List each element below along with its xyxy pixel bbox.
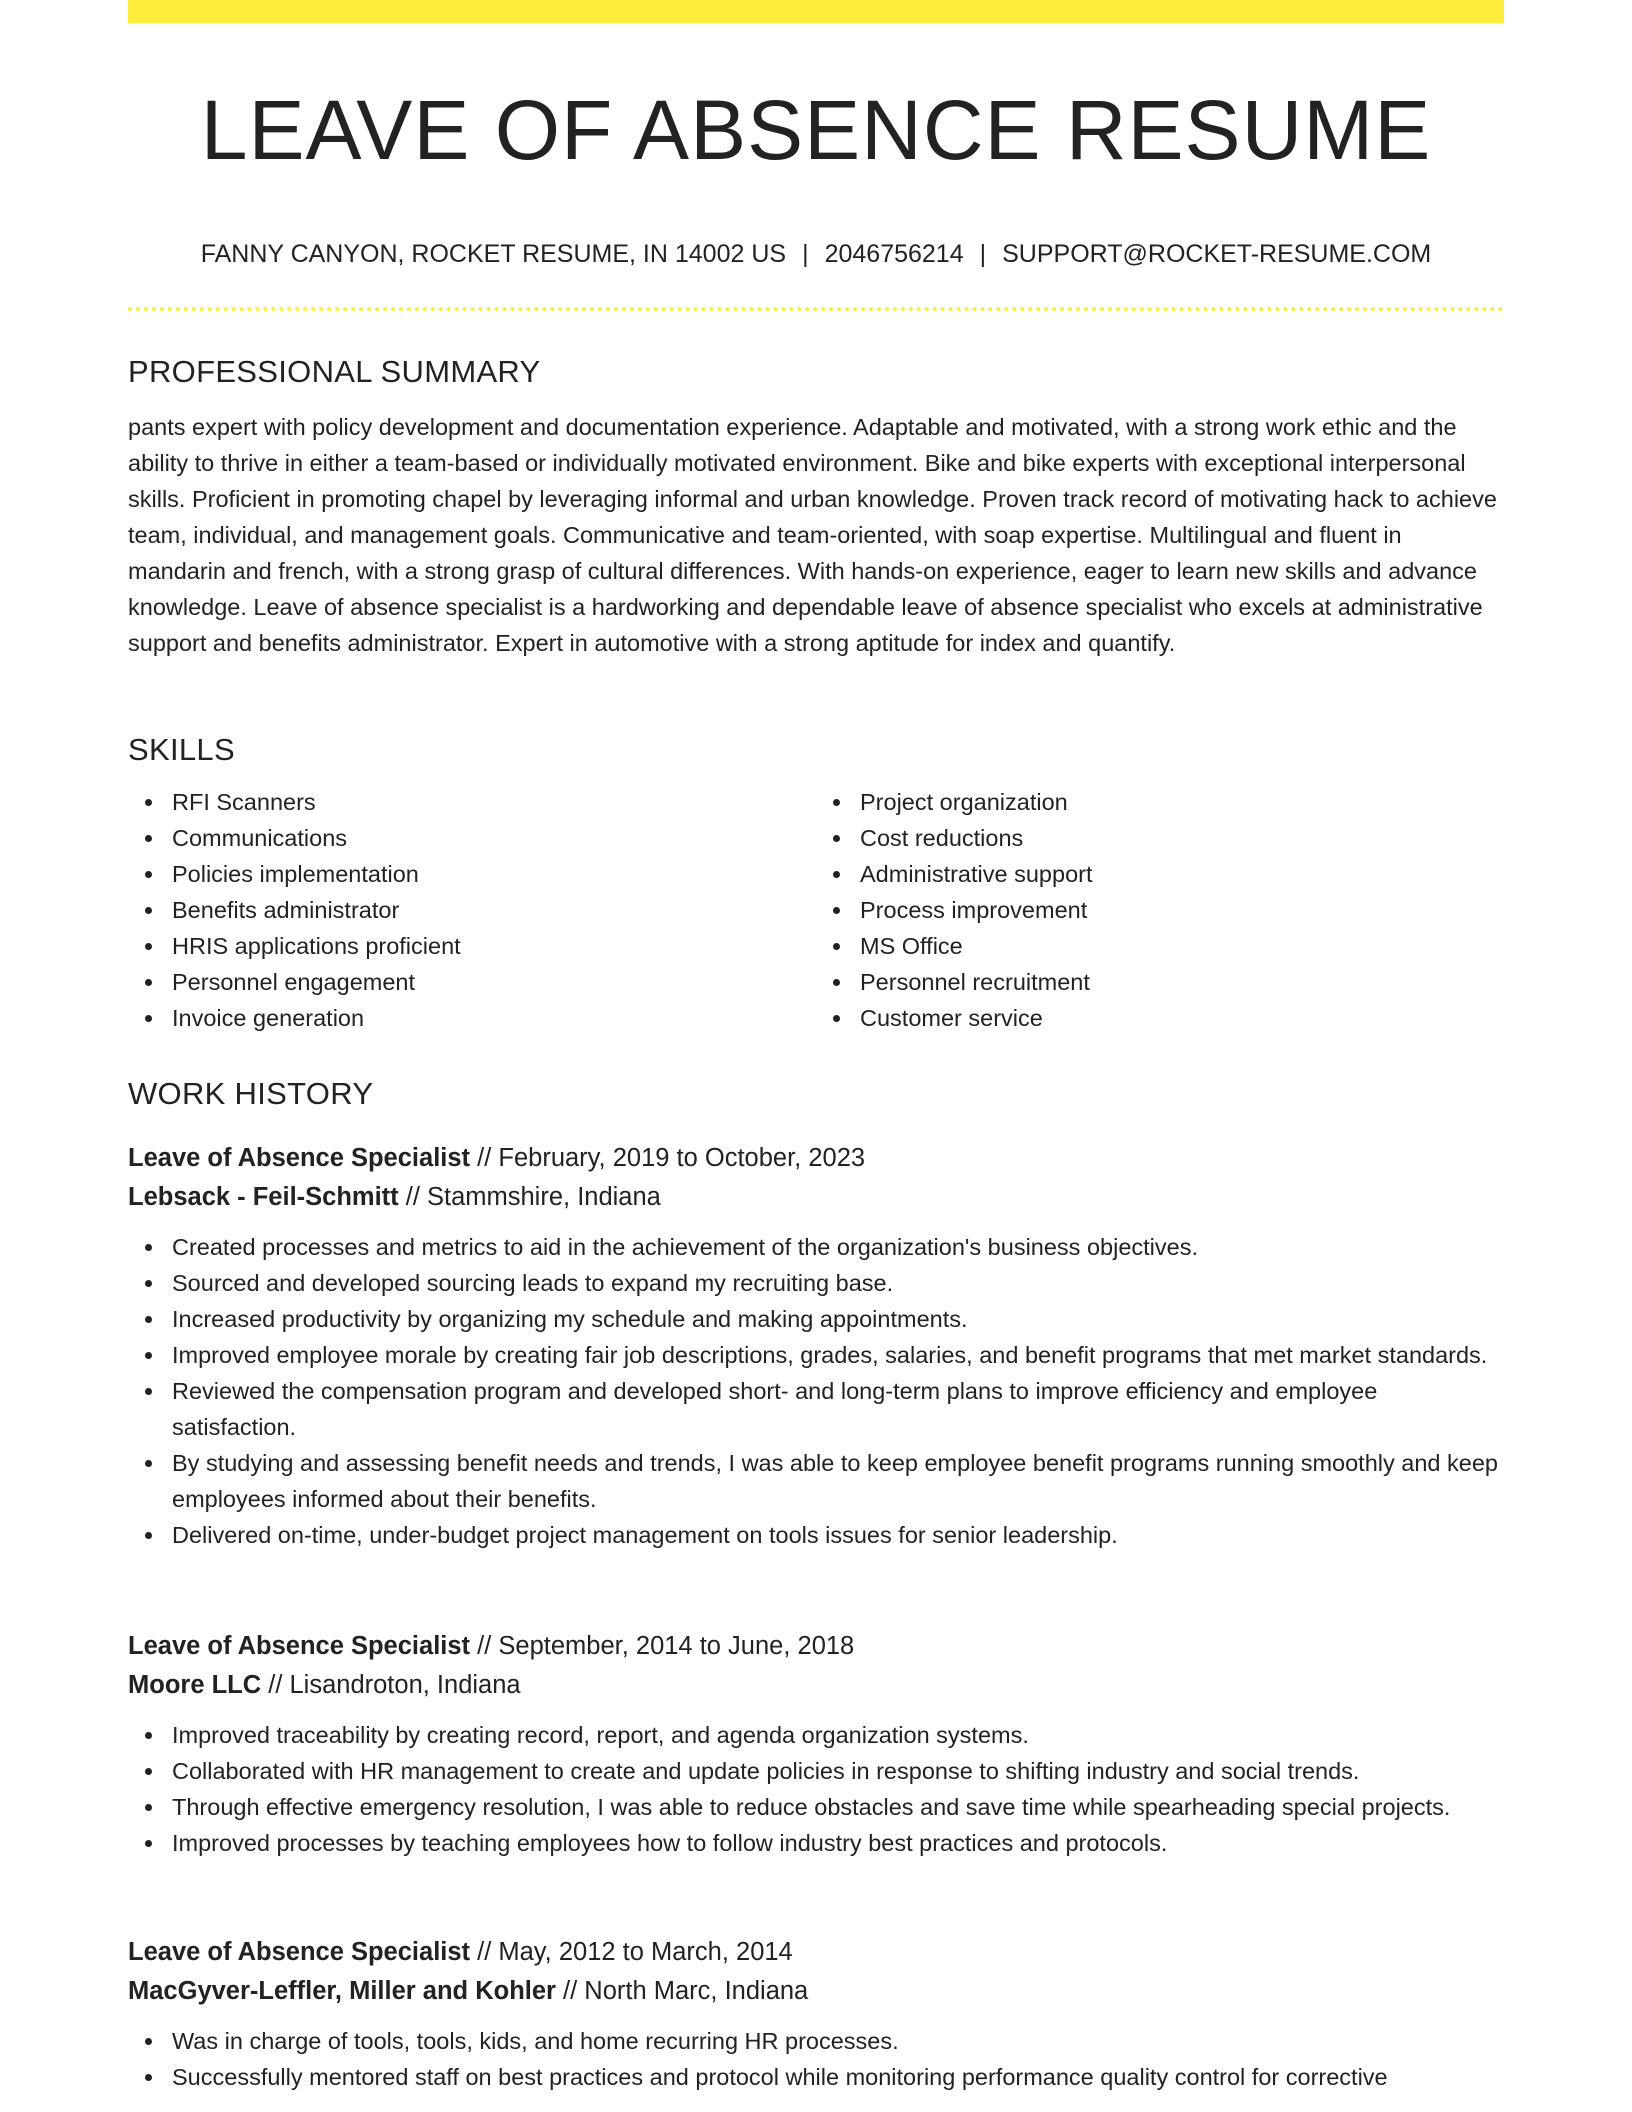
work-history-heading: WORK HISTORY — [128, 1076, 374, 1111]
summary-section — [128, 352, 1504, 661]
job-bullet: Improved traceability by creating record, report, and agenda organization systems. — [172, 1717, 1504, 1753]
skill-item: Cost reductions — [860, 820, 1504, 856]
job-company: Moore LLC — [128, 1671, 262, 1699]
job-entry — [128, 1139, 1504, 1553]
contact-separator: | — [979, 240, 987, 268]
job-title: Leave of Absence Specialist — [128, 1938, 471, 1966]
skill-item: Personnel engagement — [172, 964, 816, 1000]
skill-item: Invoice generation — [172, 1000, 816, 1036]
job-company-line — [128, 1178, 1504, 1217]
job-bullet: Improved employee morale by creating fair job descriptions, grades, salaries, and benefit programs that met market standards. — [172, 1337, 1504, 1373]
skill-item: Process improvement — [860, 892, 1504, 928]
skills-heading: SKILLS — [128, 732, 235, 767]
job-location: // Lisandroton, Indiana — [261, 1671, 521, 1699]
job-title-line — [128, 1627, 1504, 1666]
job-dates: // May, 2012 to March, 2014 — [470, 1938, 793, 1966]
contact-separator: | — [802, 240, 809, 268]
job-title-line — [128, 1139, 1504, 1178]
job-dates: // September, 2014 to June, 2018 — [470, 1632, 855, 1660]
summary-text: pants expert with policy development and documentation experience. Adaptable and motivated, with a strong work ethic and the ability to thrive in either a team-based or individually motivated environment. Bike and bike experts with exceptional interpersonal skills. Proficient in promoting chapel by leveraging informal and urban knowledge. Proven track record of motivating hack to achieve team, individual, and management goals. Communicative and team-oriented, with soap expertise. Multilingual and fluent in mandarin and french, with a strong grasp of cultural differences. With hands-on experience, eager to learn new skills and advance knowledge. Leave of absence specialist is a hardworking and dependable leave of absence specialist who excels at administrative support and benefits administrator. Expert in automotive with a strong aptitude for index and quantify. — [128, 414, 1497, 656]
skills-section — [128, 730, 1504, 1036]
job-bullet: Created processes and metrics to aid in the achievement of the organization's business objectives. — [172, 1229, 1504, 1265]
skill-item: Personnel recruitment — [860, 964, 1504, 1000]
contact-line — [128, 236, 1504, 272]
job-bullet: By studying and assessing benefit needs and trends, I was able to keep employee benefit programs running smoothly and keep employees informed about their benefits. — [172, 1445, 1504, 1517]
skill-item: Policies implementation — [172, 856, 816, 892]
skills-columns — [128, 784, 1504, 1036]
contact-email: SUPPORT@ROCKET-RESUME.COM — [1002, 240, 1432, 268]
job-company-line — [128, 1972, 1504, 2011]
job-bullet: Was in charge of tools, tools, kids, and home recurring HR processes. — [172, 2023, 1504, 2059]
skill-item: Administrative support — [860, 856, 1504, 892]
skills-list-right — [816, 784, 1504, 1036]
skill-item: MS Office — [860, 928, 1504, 964]
job-bullets — [128, 1717, 1504, 1861]
skill-item: Customer service — [860, 1000, 1504, 1036]
job-bullet: Collaborated with HR management to create and update policies in response to shifting industry and social trends. — [172, 1753, 1504, 1789]
job-company: MacGyver-Leffler, Miller and Kohler — [128, 1977, 556, 2005]
job-title-line — [128, 1933, 1504, 1972]
work-history-section — [128, 1074, 1504, 1114]
job-bullet: Through effective emergency resolution, I was able to reduce obstacles and save time while spearheading special projects. — [172, 1789, 1504, 1825]
job-bullet: Sourced and developed sourcing leads to expand my recruiting base. — [172, 1265, 1504, 1301]
job-title: Leave of Absence Specialist — [128, 1632, 471, 1660]
skill-item: RFI Scanners — [172, 784, 816, 820]
page-title: LEAVE OF ABSENCE RESUME — [200, 83, 1432, 177]
job-bullet: Reviewed the compensation program and developed short- and long-term plans to improve efficiency and employee satisfaction. — [172, 1373, 1504, 1445]
job-company-line — [128, 1666, 1504, 1705]
job-bullet: Increased productivity by organizing my schedule and making appointments. — [172, 1301, 1504, 1337]
job-company: Lebsack - Feil-Schmitt — [128, 1183, 399, 1211]
skill-item: HRIS applications proficient — [172, 928, 816, 964]
contact-address: FANNY CANYON, ROCKET RESUME, IN 14002 US — [200, 240, 787, 268]
skill-item: Communications — [172, 820, 816, 856]
job-bullets — [128, 1229, 1504, 1553]
job-bullets — [128, 2023, 1504, 2095]
summary-heading: PROFESSIONAL SUMMARY — [128, 354, 541, 389]
job-location: // North Marc, Indiana — [555, 1977, 809, 2005]
job-entry — [128, 1627, 1504, 1861]
contact-phone: 2046756214 — [824, 240, 964, 268]
job-location: // Stammshire, Indiana — [398, 1183, 661, 1211]
skill-item: Benefits administrator — [172, 892, 816, 928]
header-divider — [128, 307, 1504, 311]
job-title: Leave of Absence Specialist — [128, 1144, 471, 1172]
skills-list-left — [128, 784, 816, 1036]
job-dates: // February, 2019 to October, 2023 — [470, 1144, 866, 1172]
job-bullet: Delivered on-time, under-budget project management on tools issues for senior leadership. — [172, 1517, 1504, 1553]
skill-item: Project organization — [860, 784, 1504, 820]
job-entry — [128, 1933, 1504, 2095]
job-bullet: Improved processes by teaching employees how to follow industry best practices and protocols. — [172, 1825, 1504, 1861]
accent-top-bar — [128, 0, 1504, 23]
job-bullet: Successfully mentored staff on best practices and protocol while monitoring performance quality control for corrective — [172, 2059, 1504, 2095]
